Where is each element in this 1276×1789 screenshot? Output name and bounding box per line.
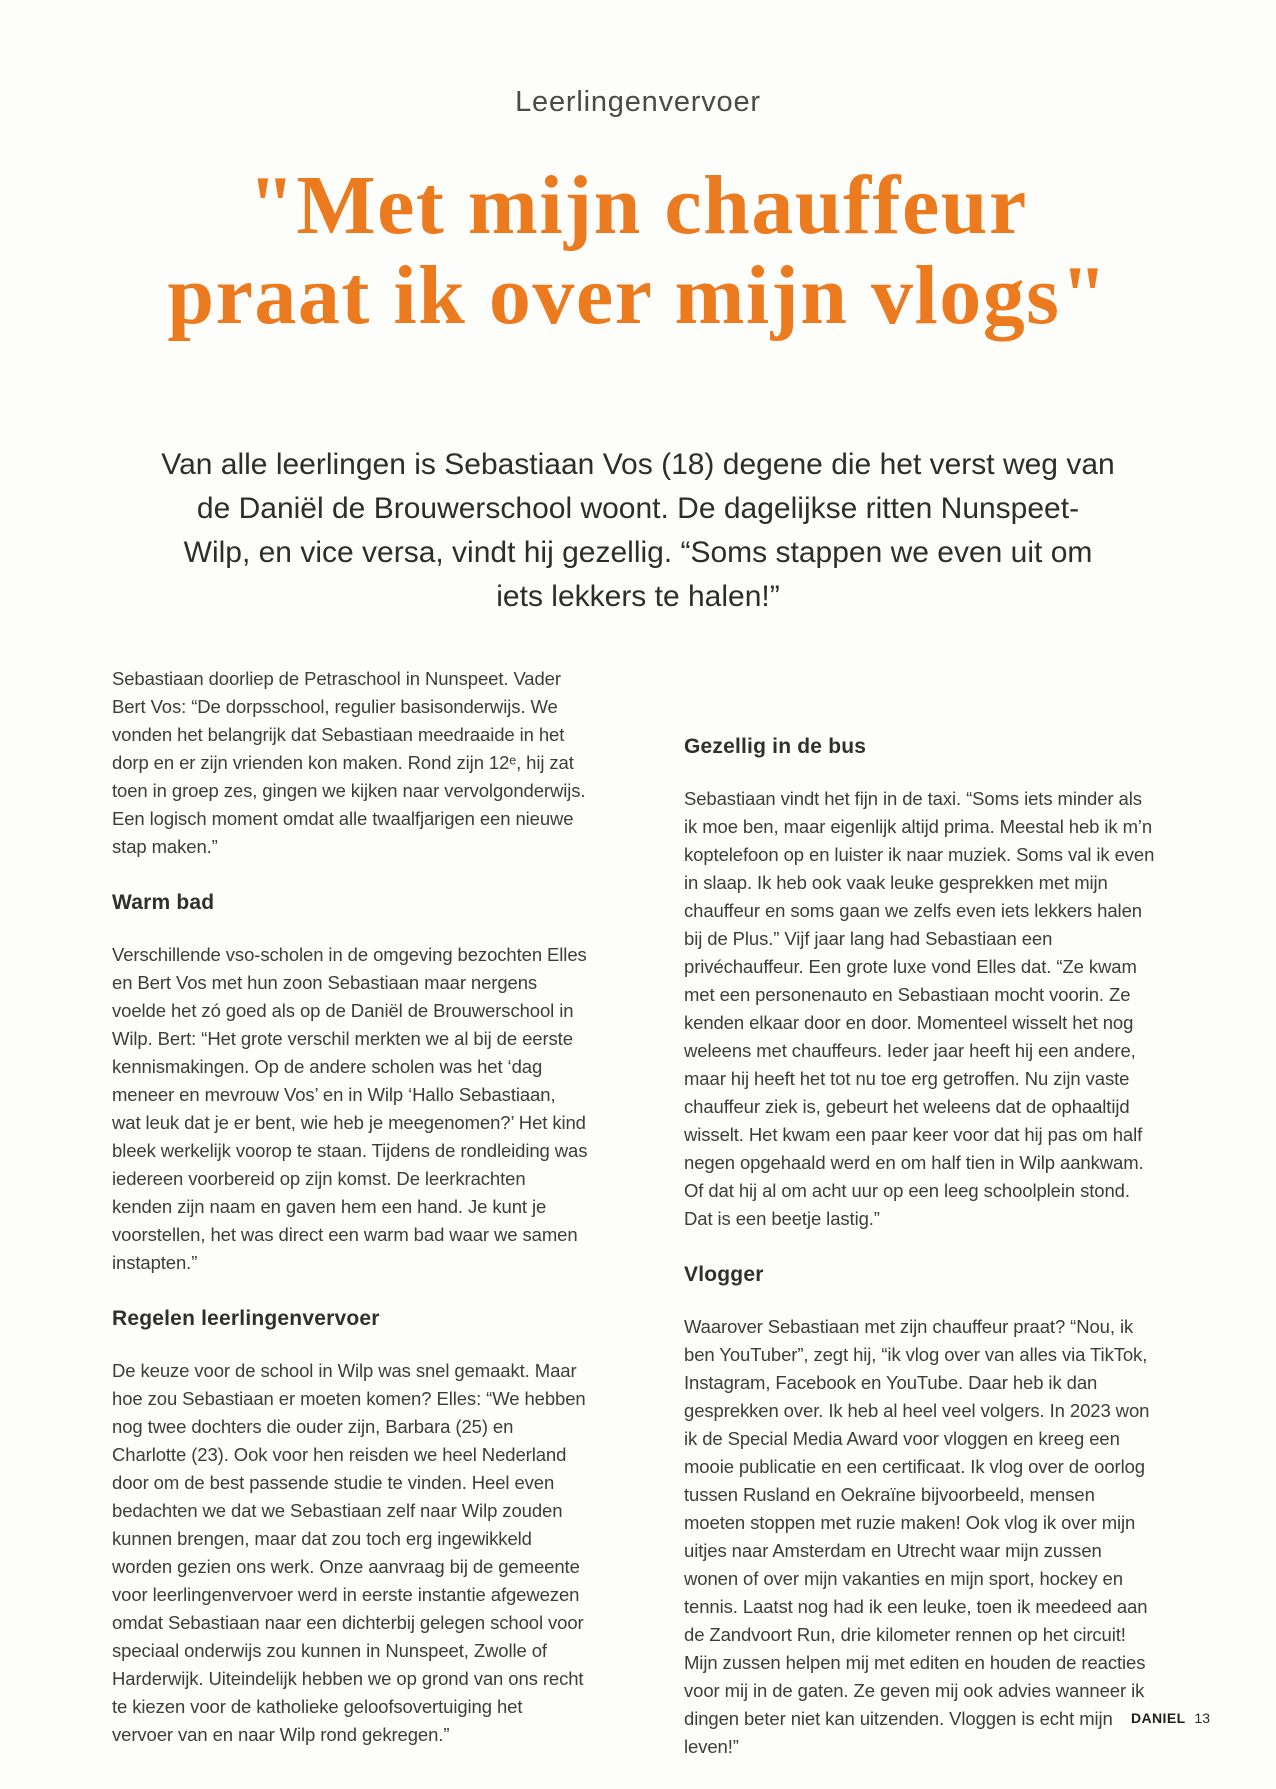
intro-line: de Daniël de Brouwerschool woont. De dagelijkse ritten Nunspeet-	[196, 492, 1080, 525]
section-paragraph-vlogger: Waarover Sebastiaan met zijn chauffeur praat? “Nou, ik ben YouTuber”, zegt hij, “ik vlog over van alles via TikTok, Instagram, Facebook en YouTube. Daar heb ik dan gesprekken over. Ik heb al heel veel volgers. In 2023 won ik de Special Media Award voor vloggen en kreeg een mooie publicatie en een certificaat. Ik vlog over de oorlog tussen Rusland en Oekraïne bijvoorbeeld, mensen moeten stoppen met ruzie maken! Ook vlog ik over mijn uitjes naar Amsterdam en Utrecht waar mijn zussen wonen of over mijn vakanties en mijn sport, hockey en tennis. Laatst nog had ik een leuke, toen ik meedeed aan de Zandvoort Run, drie kilometer rennen op het circuit! Mijn zussen helpen mij met editen en houden de reacties voor mij in de gaten. Ze geven mij ook advies wanneer ik dingen beter niet kan uitzenden. Vloggen is echt mijn leven!”	[684, 1316, 1150, 1757]
magazine-name: DANIEL	[1131, 1710, 1186, 1726]
headline	[0, 161, 1276, 341]
intro-standfirst	[93, 443, 1183, 619]
kicker-title: Leerlingenvervoer	[515, 86, 761, 118]
section-heading-vlogger: Vlogger	[684, 1263, 764, 1286]
intro-line: Van alle leerlingen is Sebastiaan Vos (18) degene die het verst weg van	[161, 448, 1115, 481]
headline-line-2: praat ik over mijn vlogs"	[167, 249, 1109, 342]
page-number: 13	[1194, 1710, 1210, 1726]
section-paragraph-regelen-leerlingenvervoer: De keuze voor de school in Wilp was snel gemaakt. Maar hoe zou Sebastiaan er moeten komen? Elles: “We hebben nog twee dochters die ouder zijn, Barbara (25) en Charlotte (23). Ook voor hen reisden we heel Nederland door om de best passende studie te vinden. Heel even bedachten we dat we Sebastiaan zelf naar Wilp zouden kunnen brengen, maar dat zou toch erg ingewikkeld worden gezien ons werk. Onze aanvraag bij de gemeente voor leerlingenvervoer werd in eerste instantie afgewezen omdat Sebastiaan naar een dichterbij gelegen school voor speciaal onderwijs zou kunnen in Nunspeet, Zwolle of Harderwijk. Uiteindelijk hebben we op grond van ons recht te kiezen voor de katholieke geloofsovertuiging het vervoer van en naar Wilp rond gekregen.”	[112, 1360, 586, 1745]
page-footer	[1131, 1710, 1210, 1726]
right-column	[684, 665, 1160, 1761]
left-column	[112, 665, 588, 1761]
headline-line-1: "Met mijn chauffeur	[248, 159, 1028, 252]
lead-paragraph: Sebastiaan doorliep de Petraschool in Nunspeet. Vader Bert Vos: “De dorpsschool, regulier basisonderwijs. We vonden het belangrijk dat Sebastiaan meedraaide in het dorp en er zijn vrienden kon maken. Rond zijn 12ᵉ, hij zat toen in groep zes, gingen we kijken naar vervolgonderwijs. Een logisch moment omdat alle twaalfjarigen een nieuwe stap maken.”	[112, 668, 586, 857]
intro-line: Wilp, en vice versa, vindt hij gezellig. “Soms stappen we even uit om	[183, 536, 1093, 569]
section-heading-regelen-leerlingenvervoer: Regelen leerlingenvervoer	[112, 1307, 380, 1330]
section-paragraph-gezellig-in-de-bus: Sebastiaan vindt het fijn in de taxi. “Soms iets minder als ik moe ben, maar eigenlijk altijd prima. Meestal heb ik m’n koptelefoon op en luister ik naar muziek. Soms val ik even in slaap. Ik heb ook vaak leuke gesprekken met mijn chauffeur en soms gaan we zelfs even iets lekkers halen bij de Plus.” Vijf jaar lang had Sebastiaan een privéchauffeur. Een grote luxe vond Elles dat. “Ze kwam met een personenauto en Sebastiaan mocht voorin. Ze kenden elkaar door en door. Momenteel wisselt het nog weleens met chauffeurs. Ieder jaar heeft hij een andere, maar hij heeft het tot nu toe erg getroffen. Nu zijn vaste chauffeur ziek is, gebeurt het weleens dat de ophaaltijd wisselt. Het kwam een paar keer voor dat hij pas om half negen opgehaald werd en om half tien in Wilp aankwam. Of dat hij al om acht uur op een leeg schoolplein stond. Dat is een beetje lastig.”	[684, 788, 1155, 1229]
intro-line: iets lekkers te halen!”	[496, 580, 780, 613]
section-heading-warm-bad: Warm bad	[112, 891, 215, 914]
section-paragraph-warm-bad: Verschillende vso-scholen in de omgeving bezochten Elles en Bert Vos met hun zoon Sebastiaan maar nergens voelde het zó goed als op de Daniël de Brouwerschool in Wilp. Bert: “Het grote verschil merkten we al bij de eerste kennismakingen. Op de andere scholen was het ‘dag meneer en mevrouw Vos’ en in Wilp ‘Hallo Sebastiaan, wat leuk dat je er bent, wie heb je meegenomen?’ Het kind bleek werkelijk voorop te staan. Tijdens de rondleiding was iedereen voorbereid op zijn komst. De leerkrachten kenden zijn naam en gaven hem een hand. Je kunt je voorstellen, het was direct een warm bad waar we samen instapten.”	[112, 944, 588, 1273]
section-heading-gezellig-in-de-bus: Gezellig in de bus	[684, 735, 867, 758]
article-body	[0, 665, 1276, 1761]
